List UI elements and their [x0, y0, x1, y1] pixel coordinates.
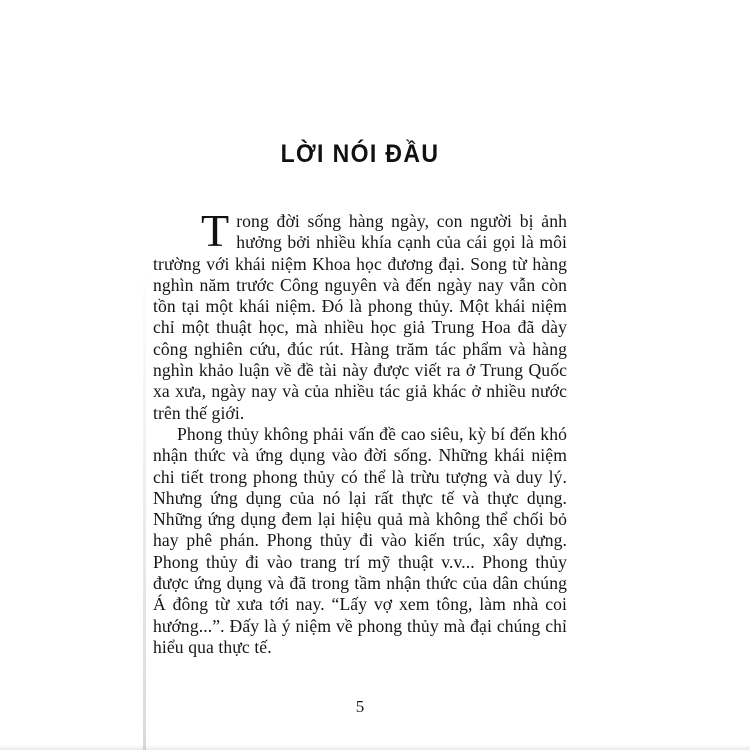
page-edge-shadow: [143, 265, 146, 750]
drop-cap: T: [201, 205, 230, 256]
page-title: LỜI NÓI ĐẦU: [280, 140, 440, 168]
page-number: 5: [355, 697, 365, 716]
paragraph-2-text: Phong thủy không phải vấn đề cao siêu, kỳ bí đến khó nhận thức và ứng dụng vào đời sống. Những khái niệm chi tiết trong phong thủy có thể là trừu tượng và duy lý. Nhưng ứng dụng của nó lại rất thực tế và thực dụng. Những ứng dụng đem lại hiệu quả mà không thể chối bỏ hay phê phán. Phong thủy đi vào kiến trúc, xây dựng. Phong thủy đi vào trang trí mỹ thuật v.v... Phong thủy được ứng dụng và đã trong tầm nhận thức của dân chúng Á đông từ xưa tới nay. “Lấy vợ xem tông, làm nhà coi hướng...”. Đấy là ý niệm về phong thủy mà đại chúng chỉ hiểu qua thực tế.: [153, 423, 567, 657]
text-block: [153, 205, 567, 658]
paragraph-foreword-2: [153, 424, 567, 658]
page-bottom-shadow: [0, 745, 750, 750]
paragraph-foreword-1: [153, 205, 567, 424]
paragraph-1-text: rong đời sống hàng ngày, con người bị ảnh hưởng bởi nhiều khía cạnh của cái gọi là môi trường với khái niệm Khoa học đương đại. Song từ hàng nghìn năm trước Công nguyên và đến ngày nay vẫn còn tồn tại một khái niệm. Đó là phong thủy. Một khái niệm chỉ một thuật học, mà nhiều học giả Trung Hoa đã dày công nghiên cứu, đúc rút. Hàng trăm tác phẩm và hàng nghìn khảo luận về đề tài này được viết ra ở Trung Quốc xa xưa, ngày nay và của nhiều tác giả khác ở nhiều nước trên thế giới.: [153, 211, 567, 423]
